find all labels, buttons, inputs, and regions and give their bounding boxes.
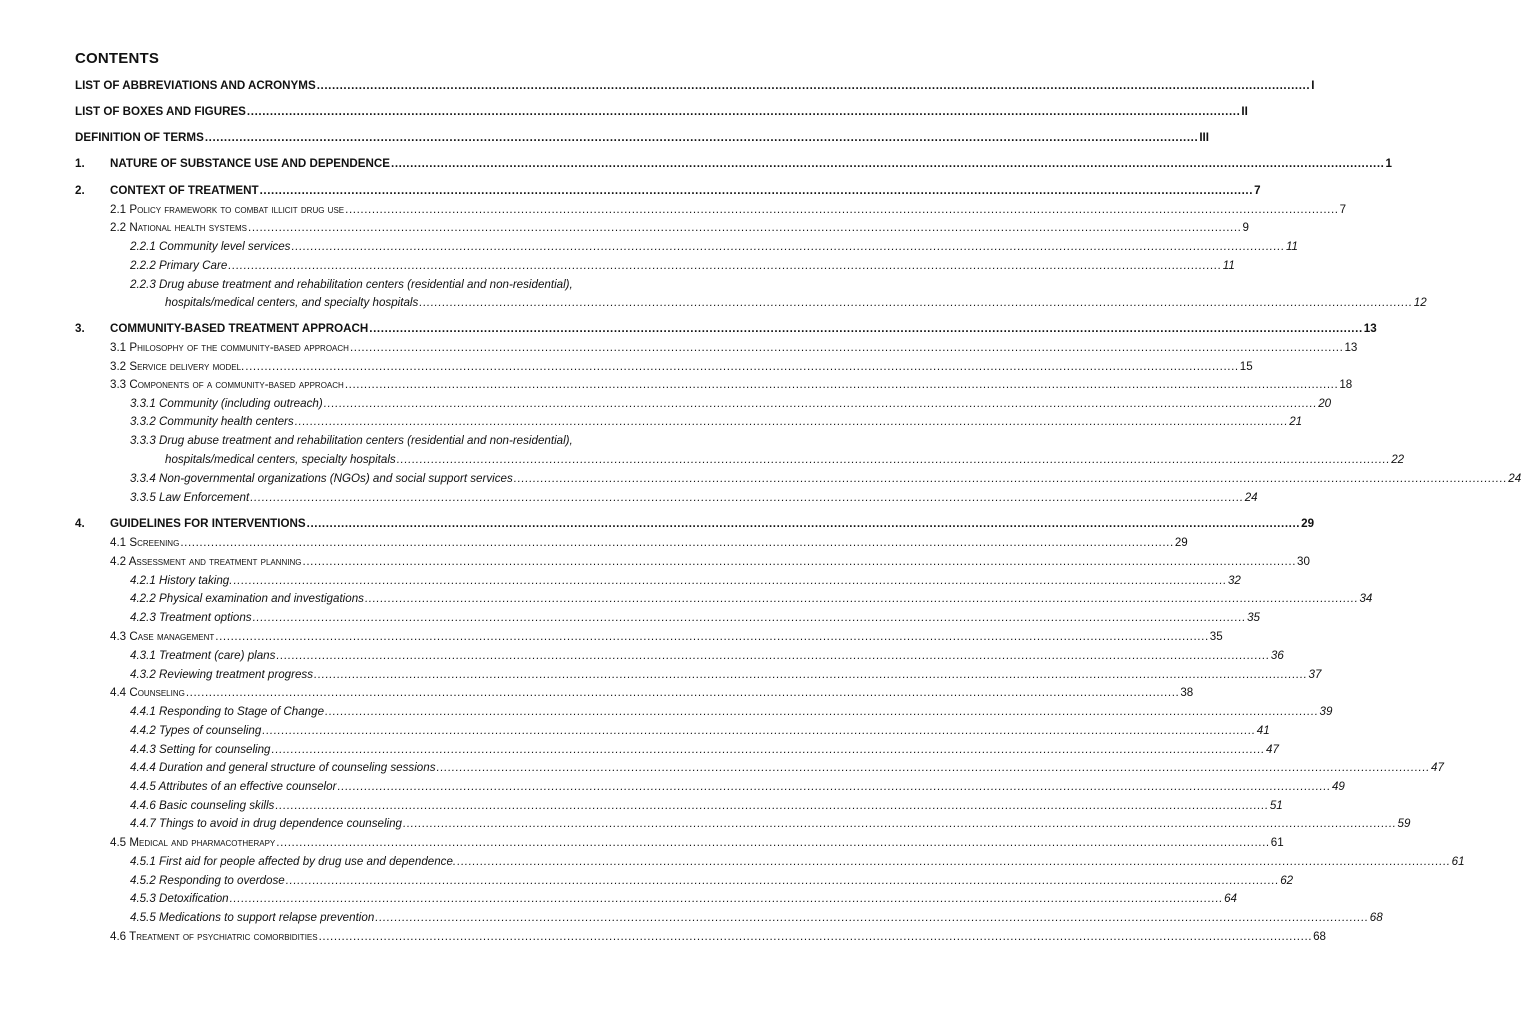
toc-entry-label: 3.3.1 Community (including outreach) — [130, 397, 323, 410]
toc-entry-page-number: 22 — [1391, 453, 1405, 466]
toc-entry[interactable] — [110, 629, 1223, 644]
toc-entry[interactable] — [75, 78, 1315, 93]
toc-leader-dots: .................................................................................................................................................................................................................................................................... — [276, 649, 1270, 662]
toc-leader-dots: .................................................................................................................................................................................................................................................................... — [294, 415, 1289, 428]
toc-leader-dots: .................................................................................................................................................................................................................................................................... — [306, 517, 1301, 530]
toc-leader-dots: .................................................................................................................................................................................................................................................................... — [250, 491, 1244, 504]
toc-entry-page-number: 38 — [1180, 686, 1194, 699]
toc-entry-label: 4.3 Case management — [110, 630, 215, 643]
toc-entry-page-number: 61 — [1270, 836, 1284, 849]
toc-entry[interactable] — [130, 258, 1235, 273]
toc-entry-label: 4.4.4 Duration and general structure of counseling sessions — [130, 761, 436, 774]
toc-entry[interactable] — [130, 910, 1383, 925]
toc-entry-page-number: 39 — [1319, 705, 1333, 718]
toc-leader-dots: .................................................................................................................................................................................................................................................................... — [271, 743, 1266, 756]
toc-entry-label: 2.1 Policy framework to combat illicit drug use — [110, 203, 345, 216]
toc-entry[interactable] — [130, 854, 1465, 869]
toc-entry[interactable] — [130, 490, 1258, 505]
toc-entry[interactable] — [75, 183, 1261, 198]
toc-entry-page-number: 24 — [1244, 491, 1258, 504]
toc-entry[interactable] — [75, 516, 1315, 531]
toc-entry-page-number: 7 — [1339, 203, 1347, 216]
toc-entry-label: NATURE OF SUBSTANCE USE AND DEPENDENCE — [110, 157, 390, 170]
toc-leader-dots: .................................................................................................................................................................................................................................................................... — [436, 761, 1430, 774]
toc-entry-label: 4.4.5 Attributes of an effective counselor — [130, 780, 337, 793]
toc-entry-page-number: 34 — [1359, 592, 1373, 605]
toc-entry-label: 4.4.1 Responding to Stage of Change — [130, 705, 325, 718]
toc-leader-dots: .................................................................................................................................................................................................................................................................... — [185, 686, 1180, 699]
toc-leader-dots: .................................................................................................................................................................................................................................................................... — [323, 397, 1318, 410]
toc-entry[interactable] — [130, 239, 1298, 254]
toc-entry-page-number: 18 — [1339, 378, 1353, 391]
toc-leader-dots: .................................................................................................................................................................................................................................................................... — [233, 574, 1227, 587]
toc-entry-label: 3.1 Philosophy of the community-based approach — [110, 341, 349, 354]
toc-leader-dots: .................................................................................................................................................................................................................................................................... — [259, 184, 1254, 197]
toc-entry-label: LIST OF ABBREVIATIONS AND ACRONYMS — [75, 79, 316, 92]
toc-entry-page-number: 29 — [1174, 536, 1188, 549]
toc-leader-dots: .................................................................................................................................................................................................................................................................... — [228, 259, 1222, 272]
toc-entry[interactable] — [130, 891, 1238, 906]
toc-entry[interactable] — [130, 591, 1373, 606]
toc-entry[interactable] — [75, 130, 1209, 145]
toc-entry[interactable] — [130, 396, 1332, 411]
toc-leader-dots: .................................................................................................................................................................................................................................................................... — [375, 911, 1369, 924]
toc-entry[interactable] — [110, 340, 1358, 355]
toc-entry-label: 4.5.3 Detoxification — [130, 892, 229, 905]
toc-leader-dots: .................................................................................................................................................................................................................................................................... — [275, 799, 1269, 812]
toc-leader-dots: .................................................................................................................................................................................................................................................................... — [252, 611, 1247, 624]
toc-entry-page-number: II — [1241, 105, 1248, 118]
toc-entry[interactable] — [130, 873, 1294, 888]
toc-entry-label: 4.5.5 Medications to support relapse prevention — [130, 911, 375, 924]
toc-entry-page-number: 11 — [1222, 259, 1235, 272]
toc-entry[interactable] — [130, 667, 1322, 682]
toc-entry-page-number: 59 — [1397, 817, 1411, 830]
toc-entry-label: 4.2.1 History taking. — [130, 574, 233, 587]
toc-entry-label: GUIDELINES FOR INTERVENTIONS — [110, 517, 306, 530]
toc-entry-label: 4.2.3 Treatment options — [130, 611, 252, 624]
toc-entry-page-number: 15 — [1239, 360, 1253, 373]
toc-entry[interactable] — [110, 359, 1253, 374]
toc-entry-label: 2.2.2 Primary Care — [130, 259, 228, 272]
toc-leader-dots: .................................................................................................................................................................................................................................................................... — [246, 105, 1241, 118]
toc-entry[interactable] — [130, 414, 1303, 429]
toc-entry[interactable] — [130, 704, 1333, 719]
toc-entry-page-number: 24 — [1508, 472, 1521, 485]
toc-entry-page-number: 11 — [1285, 240, 1298, 253]
toc-entry-label: 4.3.2 Reviewing treatment progress — [130, 668, 314, 681]
toc-leader-dots: .................................................................................................................................................................................................................................................................... — [349, 341, 1344, 354]
toc-leader-dots: .................................................................................................................................................................................................................................................................... — [403, 817, 1397, 830]
toc-leader-dots: .................................................................................................................................................................................................................................................................... — [180, 536, 1174, 549]
toc-entry-page-number: 21 — [1289, 415, 1303, 428]
toc-leader-dots: .................................................................................................................................................................................................................................................................... — [276, 836, 1270, 849]
toc-entry-label: 4.2 Assessment and treatment planning — [110, 555, 302, 568]
toc-entry-label: hospitals/medical centers, specialty hospitals — [165, 453, 396, 466]
toc-leader-dots: .................................................................................................................................................................................................................................................................... — [457, 855, 1451, 868]
toc-entry-label: 4.6 Treatment of psychiatric comorbidities — [110, 930, 318, 943]
toc-entry-page-number: III — [1199, 131, 1209, 144]
toc-entry-text: 3.3.3 Drug abuse treatment and rehabilitation centers (residential and non-residential), — [130, 434, 573, 447]
toc-entry[interactable] — [130, 760, 1444, 775]
toc-leader-dots: .................................................................................................................................................................................................................................................................... — [513, 472, 1508, 485]
toc-entry-page-number: 37 — [1308, 668, 1322, 681]
toc-entry-label: 4.5 Medical and pharmacotherapy — [110, 836, 276, 849]
toc-entry-label: 3.3.5 Law Enforcement — [130, 491, 250, 504]
toc-leader-dots: .................................................................................................................................................................................................................................................................... — [369, 322, 1363, 335]
contents-title: CONTENTS — [75, 50, 160, 67]
toc-entry-label: 3.3 Components of a community-based approach — [110, 378, 344, 391]
toc-entry[interactable] — [130, 648, 1284, 663]
toc-entry-page-number: 49 — [1331, 780, 1345, 793]
toc-leader-dots: .................................................................................................................................................................................................................................................................... — [302, 555, 1297, 568]
toc-entry-page-number: I — [1311, 79, 1315, 92]
toc-entry-page-number: 20 — [1318, 397, 1332, 410]
toc-entry[interactable] — [165, 452, 1405, 467]
toc-entry-label: 3.3.4 Non-governmental organizations (NGOs) and social support services — [130, 472, 513, 485]
toc-entry[interactable] — [130, 471, 1521, 486]
toc-entry-page-number: 51 — [1269, 799, 1283, 812]
toc-entry-page-number: 30 — [1297, 555, 1310, 568]
toc-entry[interactable] — [130, 723, 1270, 738]
toc-entry-page-number: 32 — [1227, 574, 1241, 587]
toc-entry-label: 2.2.1 Community level services — [130, 240, 291, 253]
toc-entry[interactable] — [110, 220, 1249, 235]
toc-leader-dots: .................................................................................................................................................................................................................................................................... — [325, 705, 1319, 718]
toc-entry[interactable] — [130, 779, 1345, 794]
toc-leader-dots: .................................................................................................................................................................................................................................................................... — [364, 592, 1359, 605]
toc-entry-page-number: 35 — [1247, 611, 1260, 624]
toc-entry-number: 1. — [75, 157, 85, 170]
toc-entry[interactable] — [110, 202, 1347, 217]
toc-entry[interactable] — [110, 835, 1284, 850]
toc-entry[interactable] — [110, 929, 1326, 944]
toc-leader-dots: .................................................................................................................................................................................................................................................................... — [229, 892, 1224, 905]
toc-leader-dots: .................................................................................................................................................................................................................................................................... — [318, 930, 1313, 943]
toc-entry-page-number: 7 — [1254, 184, 1261, 197]
toc-leader-dots: .................................................................................................................................................................................................................................................................... — [204, 131, 1199, 144]
toc-entry-page-number: 13 — [1363, 322, 1377, 335]
toc-entry[interactable] — [110, 685, 1194, 700]
toc-entry-label: 4.4.2 Types of counseling — [130, 724, 262, 737]
toc-leader-dots: .................................................................................................................................................................................................................................................................... — [316, 79, 1311, 92]
toc-entry[interactable] — [130, 798, 1283, 813]
toc-entry-label: hospitals/medical centers, and specialty hospitals — [165, 296, 419, 309]
toc-entry-page-number: 64 — [1224, 892, 1238, 905]
toc-entry-label: CONTEXT OF TREATMENT — [110, 184, 259, 197]
toc-entry-label: DEFINITION OF TERMS — [75, 131, 204, 144]
toc-entry[interactable] — [110, 377, 1353, 392]
toc-entry-page-number: 35 — [1209, 630, 1223, 643]
toc-leader-dots: .................................................................................................................................................................................................................................................................... — [337, 780, 1331, 793]
toc-entry-page-number: 47 — [1266, 743, 1279, 756]
toc-leader-dots: .................................................................................................................................................................................................................................................................... — [245, 360, 1239, 373]
toc-entry-page-number: 41 — [1256, 724, 1270, 737]
toc-entry-label: 4.2.2 Physical examination and investigations — [130, 592, 364, 605]
toc-entry[interactable] — [75, 156, 1392, 171]
toc-entry[interactable] — [130, 742, 1279, 757]
toc-leader-dots: .................................................................................................................................................................................................................................................................... — [345, 203, 1339, 216]
toc-leader-dots: .................................................................................................................................................................................................................................................................... — [419, 296, 1413, 309]
toc-entry-label: 4.4 Counseling — [110, 686, 185, 699]
toc-entry-number: 4. — [75, 517, 85, 530]
toc-entry[interactable] — [130, 816, 1411, 831]
toc-entry-label: 4.5.2 Responding to overdose — [130, 874, 285, 887]
toc-entry-page-number: 29 — [1301, 517, 1315, 530]
toc-entry-page-number: 9 — [1242, 221, 1249, 234]
toc-entry-page-number: 62 — [1280, 874, 1294, 887]
toc-entry-page-number: 61 — [1451, 855, 1465, 868]
toc-entry-label: 4.5.1 First aid for people affected by drug use and dependence. — [130, 855, 457, 868]
toc-entry[interactable] — [110, 554, 1310, 569]
toc-entry-label: 2.2 National health systems — [110, 221, 247, 234]
toc-entry[interactable] — [75, 321, 1377, 336]
toc-entry-number: 2. — [75, 184, 85, 197]
toc-entry-label: 4.1 Screening — [110, 536, 180, 549]
toc-leader-dots: .................................................................................................................................................................................................................................................................... — [262, 724, 1256, 737]
toc-entry[interactable] — [110, 535, 1188, 550]
toc-entry-label: COMMUNITY-BASED TREATMENT APPROACH — [110, 322, 369, 335]
toc-entry-text: 2.2.3 Drug abuse treatment and rehabilitation centers (residential and non-residential), — [130, 278, 573, 291]
toc-entry-label: 3.2 Service delivery model. — [110, 360, 245, 373]
toc-entry-page-number: 68 — [1369, 911, 1383, 924]
toc-entry-label: 4.4.3 Setting for counseling — [130, 743, 271, 756]
toc-entry-label: 4.4.6 Basic counseling skills — [130, 799, 275, 812]
toc-entry-label: LIST OF BOXES AND FIGURES — [75, 105, 246, 118]
toc-leader-dots: .................................................................................................................................................................................................................................................................... — [396, 453, 1391, 466]
toc-entry-label: 3.3.2 Community health centers — [130, 415, 294, 428]
toc-leader-dots: .................................................................................................................................................................................................................................................................... — [344, 378, 1339, 391]
toc-leader-dots: .................................................................................................................................................................................................................................................................... — [248, 221, 1242, 234]
toc-entry-page-number: 68 — [1313, 930, 1326, 943]
toc-entry-page-number: 12 — [1413, 296, 1427, 309]
toc-entry-page-number: 1 — [1385, 157, 1392, 170]
toc-entry[interactable] — [130, 610, 1260, 625]
toc-entry[interactable] — [75, 104, 1248, 119]
toc-leader-dots: .................................................................................................................................................................................................................................................................... — [391, 157, 1385, 170]
toc-entry[interactable] — [165, 295, 1427, 310]
toc-entry-page-number: 13 — [1344, 341, 1358, 354]
toc-leader-dots: .................................................................................................................................................................................................................................................................... — [291, 240, 1285, 253]
toc-entry-page-number: 36 — [1270, 649, 1284, 662]
toc-leader-dots: .................................................................................................................................................................................................................................................................... — [215, 630, 1209, 643]
toc-entry-label: 4.4.7 Things to avoid in drug dependence counseling — [130, 817, 403, 830]
toc-leader-dots: .................................................................................................................................................................................................................................................................... — [285, 874, 1280, 887]
toc-entry[interactable] — [130, 573, 1241, 588]
toc-leader-dots: .................................................................................................................................................................................................................................................................... — [314, 668, 1308, 681]
toc-entry-label: 4.3.1 Treatment (care) plans — [130, 649, 276, 662]
toc-entry-number: 3. — [75, 322, 85, 335]
toc-entry-page-number: 47 — [1431, 761, 1444, 774]
